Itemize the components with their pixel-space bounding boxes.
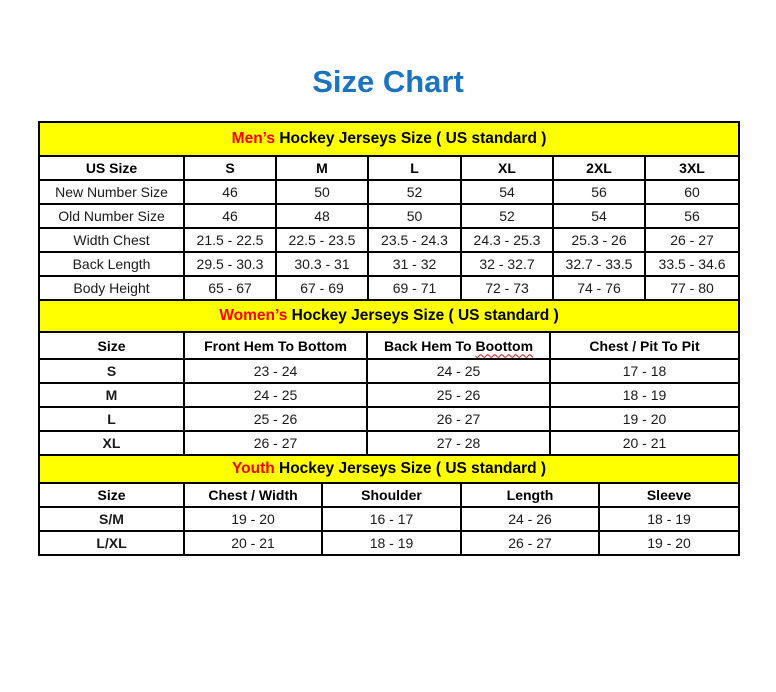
youth-column-header-3: Length [461,483,599,507]
youth-cell: 16 - 17 [322,507,461,531]
mens-cell: 67 - 69 [276,276,368,300]
mens-section-header [39,122,739,156]
mens-section-header-highlight: Men’s [231,130,276,147]
mens-cell: 74 - 76 [553,276,645,300]
womens-table-row [39,407,739,431]
youth-row-label: L/XL [39,531,184,555]
womens-column-header-3: Chest / Pit To Pit [550,332,739,359]
womens-cell: 18 - 19 [550,383,739,407]
womens-section-header-highlight: Women’s [219,307,288,324]
womens-cell: 27 - 28 [367,431,550,455]
womens-table-row [39,359,739,383]
mens-cell: 22.5 - 23.5 [276,228,368,252]
youth-cell: 18 - 19 [599,507,739,531]
womens-row-label: L [39,407,184,431]
youth-column-header-0: Size [39,483,184,507]
mens-cell: 46 [184,180,276,204]
mens-cell: 50 [368,204,461,228]
youth-column-header-2: Shoulder [322,483,461,507]
mens-cell: 50 [276,180,368,204]
youth-size-table [38,454,740,556]
mens-column-header-0: US Size [39,156,184,180]
mens-column-header-2: M [276,156,368,180]
womens-row-label: XL [39,431,184,455]
mens-cell: 26 - 27 [645,228,739,252]
mens-row-label: Back Length [39,252,184,276]
womens-cell: 23 - 24 [184,359,367,383]
womens-cell: 19 - 20 [550,407,739,431]
womens-column-header-0: Size [39,332,184,359]
mens-cell: 72 - 73 [461,276,553,300]
size-chart [38,121,738,556]
mens-column-header-1: S [184,156,276,180]
womens-section-header-rest: Hockey Jerseys Size ( US standard ) [287,307,559,324]
youth-table-row [39,507,739,531]
mens-cell: 77 - 80 [645,276,739,300]
mens-row-label: Body Height [39,276,184,300]
mens-cell: 32.7 - 33.5 [553,252,645,276]
mens-column-header-6: 3XL [645,156,739,180]
mens-size-table [38,121,740,301]
womens-row-label: S [39,359,184,383]
mens-section-header-rest: Hockey Jerseys Size ( US standard ) [275,130,547,147]
womens-table-row [39,431,739,455]
mens-cell: 25.3 - 26 [553,228,645,252]
youth-section-header-rest: Hockey Jerseys Size ( US standard ) [274,460,547,477]
youth-cell: 24 - 26 [461,507,599,531]
mens-cell: 29.5 - 30.3 [184,252,276,276]
youth-cell: 19 - 20 [184,507,322,531]
womens-table-row [39,383,739,407]
mens-cell: 54 [553,204,645,228]
mens-cell: 54 [461,180,553,204]
mens-table-row [39,276,739,300]
mens-cell: 23.5 - 24.3 [368,228,461,252]
mens-row-label: Old Number Size [39,204,184,228]
womens-cell: 26 - 27 [184,431,367,455]
mens-cell: 69 - 71 [368,276,461,300]
youth-cell: 19 - 20 [599,531,739,555]
mens-column-header-5: 2XL [553,156,645,180]
mens-cell: 48 [276,204,368,228]
womens-cell: 25 - 26 [367,383,550,407]
mens-row-label: New Number Size [39,180,184,204]
womens-column-header-2 [367,332,550,359]
mens-cell: 56 [645,204,739,228]
womens-misspelled-word: Boottom [475,337,534,354]
mens-cell: 32 - 32.7 [461,252,553,276]
mens-table-row [39,228,739,252]
mens-cell: 56 [553,180,645,204]
mens-table-row [39,204,739,228]
womens-cell: 24 - 25 [367,359,550,383]
mens-cell: 65 - 67 [184,276,276,300]
mens-cell: 46 [184,204,276,228]
youth-row-label: S/M [39,507,184,531]
womens-cell: 17 - 18 [550,359,739,383]
mens-table-row [39,252,739,276]
mens-cell: 30.3 - 31 [276,252,368,276]
womens-cell: 20 - 21 [550,431,739,455]
womens-cell: 26 - 27 [367,407,550,431]
youth-column-header-1: Chest / Width [184,483,322,507]
mens-column-header-3: L [368,156,461,180]
youth-cell: 26 - 27 [461,531,599,555]
mens-cell: 33.5 - 34.6 [645,252,739,276]
womens-cell: 25 - 26 [184,407,367,431]
womens-section-header [39,300,739,332]
mens-column-header-4: XL [461,156,553,180]
womens-cell: 24 - 25 [184,383,367,407]
page-title: Size Chart [312,64,464,99]
youth-column-header-4: Sleeve [599,483,739,507]
mens-cell: 52 [461,204,553,228]
mens-cell: 24.3 - 25.3 [461,228,553,252]
womens-column-header-1: Front Hem To Bottom [184,332,367,359]
youth-table-row [39,531,739,555]
youth-cell: 20 - 21 [184,531,322,555]
youth-cell: 18 - 19 [322,531,461,555]
mens-cell: 21.5 - 22.5 [184,228,276,252]
mens-cell: 52 [368,180,461,204]
mens-table-row [39,180,739,204]
mens-cell: 60 [645,180,739,204]
mens-cell: 31 - 32 [368,252,461,276]
mens-row-label: Width Chest [39,228,184,252]
womens-size-table [38,299,740,456]
youth-section-header-highlight: Youth [231,460,275,477]
womens-row-label: M [39,383,184,407]
youth-section-header [39,455,739,483]
womens-column-header-2-text: Back Hem To [383,337,476,354]
